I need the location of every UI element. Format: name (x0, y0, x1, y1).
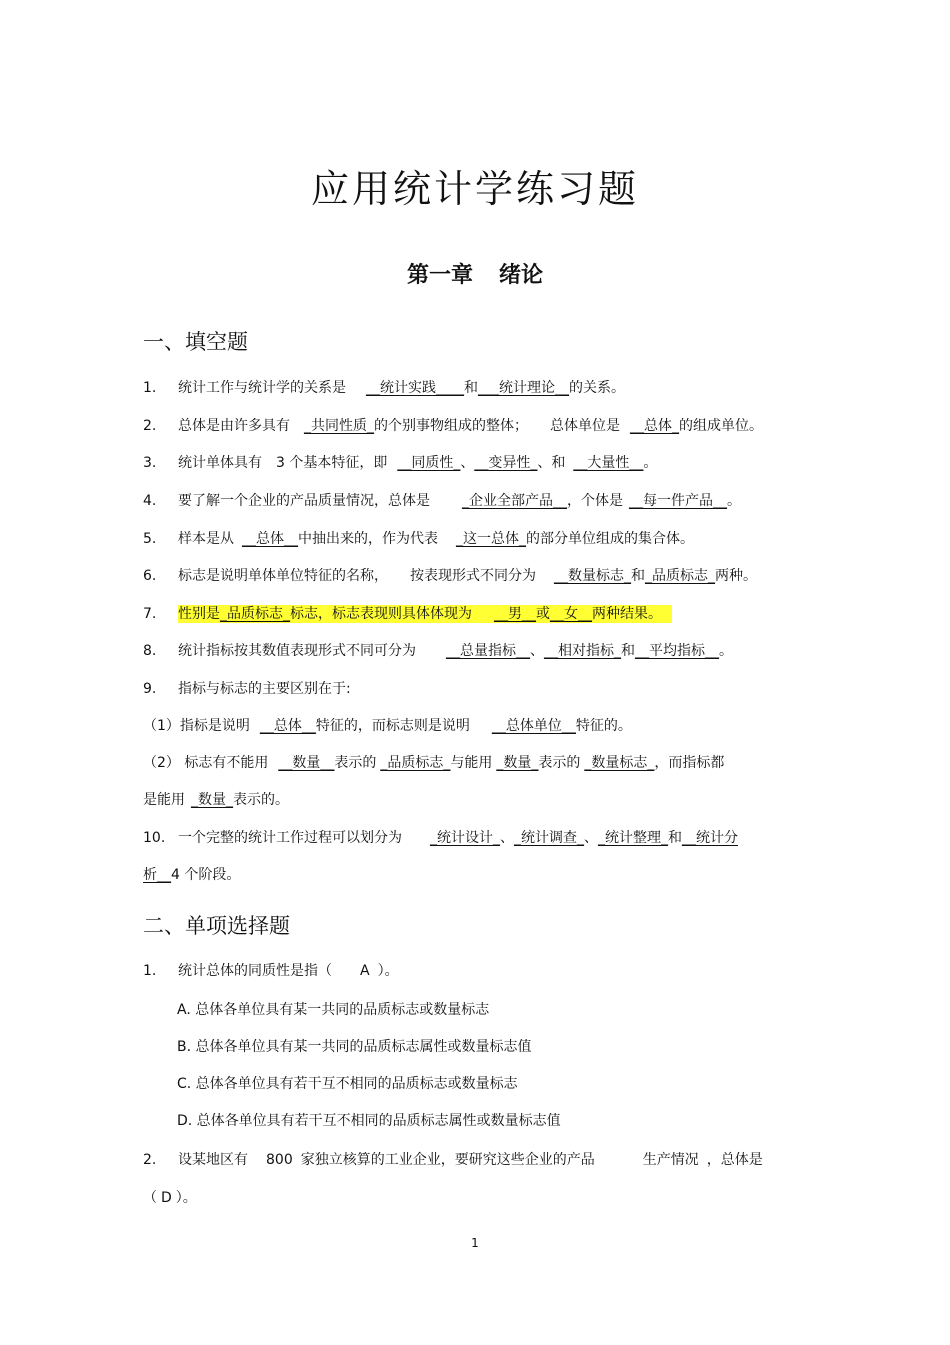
answer-blank: __总体__ (259, 718, 316, 734)
page-number: 1 (471, 1236, 479, 1250)
question-4: 4. 要了解一个企业的产品质量情况，总体是 _企业全部产品__，个体是 __每一件产品__。 (143, 493, 741, 509)
answer-blank: _这一总体_ (456, 531, 526, 547)
answer-blank: __同质性_ (397, 455, 461, 471)
answer-blank: _品质标志_ (220, 606, 290, 622)
section-heading-single-choice: 二、单项选择题 (143, 914, 290, 938)
question-2: 2. 总体是由许多具有 _共同性质_的个别事物组成的整体； 总体单位是 __总体_的组成单位。 (143, 418, 763, 434)
answer-blank: _数量_ (191, 792, 233, 808)
answer-letter: A (360, 963, 370, 979)
answer-blank: __统计实践____ (366, 380, 464, 396)
section-heading-fill-blank: 一、填空题 (143, 330, 248, 354)
question-9-part-2: （2） 标志有不能用 __数量__表示的 _品质标志_与能用 _数量_表示的 _数量标志_，而指标都 (143, 755, 725, 771)
answer-letter: D (161, 1190, 172, 1206)
answer-blank: __总体单位__ (491, 718, 576, 734)
choice-question-1: 1. 统计总体的同质性是指（ A ）。 (143, 963, 399, 979)
answer-blank: __每一件产品__ (629, 493, 727, 509)
question-7: 7. 性别是_品质标志_标志，标志表现则具体体现为 __男__或__女__两种结果。 (143, 604, 808, 624)
answer-blank: __总量指标__ (446, 643, 530, 659)
answer-blank: _企业全部产品__ (462, 493, 567, 509)
question-8: 8. 统计指标按其数值表现形式不同可分为 __总量指标__、__相对指标_和__平均指标__。 (143, 643, 733, 659)
answer-blank: __数量标志_ (554, 568, 631, 584)
answer-blank: __统计分 (682, 830, 738, 846)
answer-blank: _统计调查_ (514, 830, 584, 846)
answer-blank: 析__ (143, 867, 171, 883)
question-10: 10. 一个完整的统计工作过程可以划分为 _统计设计_、_统计调查_、_统计整理_和__统计分 (143, 830, 738, 846)
question-10-continued: 析__4 个阶段。 (143, 867, 241, 883)
answer-blank: __女__ (550, 606, 592, 622)
question-5: 5. 样本是从 __总体__中抽出来的，作为代表 _这一总体_的部分单位组成的集合体。 (143, 531, 694, 547)
answer-blank: _统计设计_ (430, 830, 500, 846)
document-title: 应用统计学练习题 (310, 167, 639, 211)
choice-question-2-continued: （ D ）。 (143, 1190, 197, 1206)
highlighted-text: 性别是_品质标志_标志，标志表现则具体体现为 __男__或__女__两种结果。 (178, 605, 672, 623)
answer-blank: _统计整理_ (598, 830, 668, 846)
chapter-name: 绪论 (499, 263, 544, 288)
answer-blank: ___统计理论__ (478, 380, 569, 396)
choice-question-2: 2. 设某地区有 800 家独立核算的工业企业，要研究这些企业的产品 生产情况 ，总体是 (143, 1152, 763, 1168)
answer-blank: __男__ (494, 606, 536, 622)
chapter-heading (0, 258, 950, 289)
option-d: D. 总体各单位具有若干互不相同的品质标志属性或数量标志值 (177, 1113, 561, 1129)
answer-blank: __总体_ (630, 418, 679, 434)
answer-blank: _数量_ (496, 755, 539, 771)
chapter-label: 第一章 (406, 263, 473, 288)
question-9-part-2-continued: 是能用 _数量_表示的。 (143, 792, 289, 808)
option-c: C. 总体各单位具有若干互不相同的品质标志或数量标志 (177, 1076, 518, 1092)
answer-blank: _共同性质_ (304, 418, 374, 434)
answer-blank: __相对指标_ (544, 643, 621, 659)
question-9: 9. 指标与标志的主要区别在于: (143, 681, 351, 697)
question-6: 6. 标志是说明单体单位特征的名称， 按表现形式不同分为 __数量标志_和_品质标志_两种。 (143, 568, 757, 584)
answer-blank: __变异性_ (474, 455, 538, 471)
question-1: 1. 统计工作与统计学的关系是 __统计实践____和___统计理论__的关系。 (143, 380, 625, 396)
answer-blank: _品质标志_ (645, 568, 715, 584)
answer-blank: __大量性__ (573, 455, 644, 471)
option-b: B. 总体各单位具有某一共同的品质标志属性或数量标志值 (177, 1039, 532, 1055)
answer-blank: _数量标志_ (584, 755, 655, 771)
option-a: A. 总体各单位具有某一共同的品质标志或数量标志 (177, 1002, 490, 1018)
answer-blank: __平均指标__ (635, 643, 719, 659)
answer-blank: __总体__ (242, 531, 298, 547)
answer-blank: _品质标志_ (380, 755, 451, 771)
question-3: 3. 统计单体具有 3 个基本特征，即 __同质性_、__变异性_、和 __大量性__。 (143, 455, 658, 471)
answer-blank: __数量__ (278, 755, 335, 771)
question-9-part-1: （1）指标是说明 __总体__特征的，而标志则是说明 __总体单位__特征的。 (143, 718, 632, 734)
